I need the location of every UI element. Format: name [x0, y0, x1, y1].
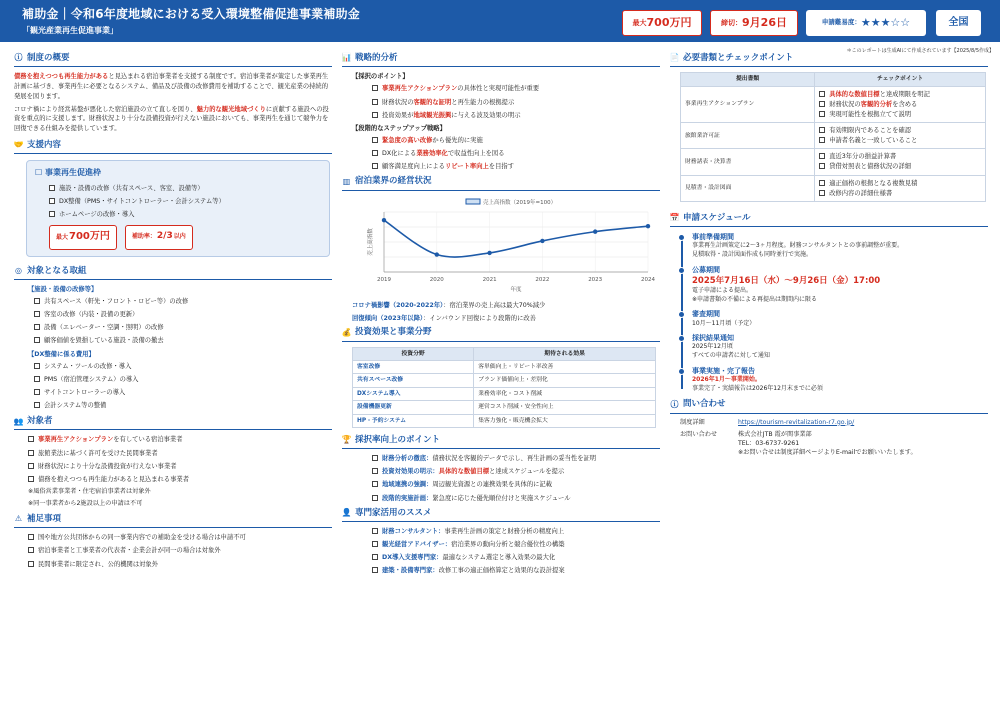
strategy-group-1: 【採択のポイント】	[352, 73, 409, 81]
list-item: 宿泊事業者と工事業者の代表者・企業会計が同一の場合は対象外	[28, 546, 332, 555]
difficulty-stars: ★★★☆☆	[860, 16, 911, 30]
list-item: DX化による業務効率化で収益性向上を図る	[372, 149, 660, 158]
money-icon: 💰	[341, 327, 352, 337]
docs-table: 提出書類 チェックポイント 事業再生アクションプラン 具体的な数値目標と達成期限を明記 財務状況の客観的分析を含める 実現可能性を根拠立てて説明 旅館業許可証 有効期限内であることを確認 申請者名義と一致していること 財務諸表・決算書 直近3年分の損益計算書 貸借対照表と債務状況の詳細 見積書・設計図面 適正価格の根拠となる複数見積 改修内容の詳細仕様書	[680, 72, 986, 202]
market-line-chart	[342, 196, 660, 296]
market-covid-note: コロナ禍影響（2020-2022年）：宿泊業界の売上高は最大70%減少	[352, 301, 546, 309]
list-item: 客室の改修（内装・設備の更新）	[34, 310, 332, 319]
data-point	[487, 250, 491, 254]
handshake-icon: 🤝	[13, 140, 24, 150]
timeline-item: 公募期間 2025年7月16日（水）〜9月26日（金）17:00 電子申請による提出。 ※申請書類の不備による再提出は期間内に限る	[692, 265, 988, 305]
section-contact: ⓘ 問い合わせ	[670, 398, 988, 413]
list-item: PMS（宿泊管理システム）の導入	[34, 375, 332, 384]
table-row: DXシステム導入 業務効率化・コスト削減	[353, 387, 656, 400]
table-row: 客室改修 客単価向上・リピート率改善	[353, 360, 656, 373]
list-item: DX整備（PMS・サイトコントローラー・会計システム等）	[49, 197, 321, 206]
invest-table: 投資分野 期待される効果 客室改修 客単価向上・リピート率改善 共有スペース改修 ブランド価値向上・差別化 DXシステム導入 業務効率化・コスト削減 設備機器更新 運営コスト削減・安全性向上 HP・予約システム 集客力強化・販売機会拡大	[352, 347, 656, 428]
section-market: ▥ 宿泊業界の経営状況	[342, 175, 660, 190]
data-point	[382, 218, 386, 222]
warning-icon: ⚠	[14, 514, 23, 524]
list-item: 共有スペース（軒先・フロント・ロビー等）の改修	[34, 297, 332, 306]
list-item: 財務コンサルタント：事業再生計画の策定と財務分析の精度向上	[372, 527, 660, 536]
list-item: 緊急度の高い改修から優先的に実施	[372, 136, 660, 145]
timeline-item: 事業実施・完了報告 2026年1月〜事業開始。 事業完了・実績報告は2026年12月末までに必須	[692, 366, 988, 394]
section-invest: 💰 投資効果と事業分野	[342, 326, 660, 341]
eligible-note: ※風俗営業事業者・住宅宿泊事業者は対象外	[28, 487, 151, 495]
list-item: 観光経営アドバイザー：宿泊業界の動向分析と競合優位性の構築	[372, 540, 660, 549]
table-row: 旅館業許可証 有効期限内であることを確認 申請者名義と一致していること	[681, 123, 986, 149]
section-support: 🤝 支援内容	[14, 139, 332, 154]
section-eligible: 👥 対象者	[14, 415, 332, 430]
targets-group-2: 【DX整備に係る費用】	[28, 350, 95, 358]
eligible-note: ※同一事業者から2施設以上の申請は不可	[28, 499, 143, 507]
column-right	[670, 52, 988, 458]
column-left	[14, 52, 332, 573]
timeline-item: 審査期間 10月〜11月頃（予定）	[692, 309, 988, 328]
data-point	[646, 224, 650, 228]
table-row: 設備機器更新 運営コスト削減・安全性向上	[353, 401, 656, 414]
max-amount-badge: 最大 700万円	[622, 10, 702, 36]
list-item: 事業再生アクションプランの具体性と実現可能性が重要	[372, 84, 660, 93]
list-item: 顧客価値を毀損している施設・設備の撤去	[34, 336, 332, 345]
section-supplementary: ⚠ 補足事項	[14, 513, 332, 528]
series-line	[384, 220, 648, 257]
column-middle	[342, 52, 660, 580]
strategy-group-2: 【段階的なステップアップ戦略】	[352, 124, 446, 132]
list-item: 財務分析の徹底：債務状況を客観的データで示し、再生計画の妥当性を証明	[372, 454, 660, 463]
list-item: 民間事業者に限定され、公的機関は対象外	[28, 560, 332, 569]
x-tick-label: 2019	[377, 276, 391, 283]
contact-url-link[interactable]: https://tourism-revitalization-r7.go.jp/	[738, 418, 855, 426]
difficulty-badge: 申請難易度： ★★★☆☆	[806, 10, 926, 36]
support-rate: 補助率： 2/3 以内	[125, 225, 193, 250]
legend-label: 売上高指数（2019年=100）	[483, 199, 557, 206]
section-schedule: 📅 申請スケジュール	[670, 212, 988, 227]
ai-note: ＊このレポートは生成AIにて作成されています【2025/8/5作成】	[846, 48, 994, 54]
info-icon: ⓘ	[670, 399, 679, 409]
list-item: 地域連携の強調：周辺観光資源との連携効果を具体的に記載	[372, 480, 660, 489]
trophy-icon: 🏆	[341, 435, 352, 445]
section-adoption: 🏆 採択率向上のポイント	[342, 434, 660, 449]
list-item: DX導入支援専門家：最適なシステム選定と導入効果の最大化	[372, 553, 660, 562]
header-bar	[0, 0, 1000, 42]
chart-icon: 📊	[341, 53, 352, 63]
list-item: 旅館業法に基づく許可を受けた民間事業者	[28, 449, 332, 458]
list-item: 事業再生アクションプランを有している宿泊事業者	[28, 435, 332, 444]
section-docs: 📄 必要書類とチェックポイント	[670, 52, 988, 67]
list-item: サイトコントローラーの導入	[34, 388, 332, 397]
support-box-title: ☐ 事業再生促進枠	[35, 168, 101, 178]
overview-p2: コロナ禍により経営基盤が悪化した宿泊施設の立て直しを図り、魅力的な観光地域づくりに貢献する施設への投資を重点的に支援します。財務状況より十分な設備投資が行えない施設においても、事業再生を通じて競争力を回復できる仕組みを提供しています。	[14, 105, 329, 133]
bar-chart-icon: ▥	[342, 176, 351, 186]
market-recovery-note: 回復傾向（2023年以降）：インバウンド回復により段階的に改善	[352, 314, 536, 322]
list-item: 債務を抱えつつも再生能力があると見込まれる事業者	[28, 475, 332, 484]
list-item: システム・ツールの改修・導入	[34, 362, 332, 371]
section-strategy: 📊 戦略的分析	[342, 52, 660, 67]
targets-group-1: 【施設・設備の改修等】	[28, 285, 98, 293]
list-item: 顧客満足度向上によるリピート率向上を目指す	[372, 162, 660, 171]
contact-block: 制度詳細 https://tourism-revitalization-r7.go.jp/ お問い合わせ 株式会社JTB 霞が関事業部 TEL：03-6737-9261 ※お問い合せは制度詳細ページよりE-mailでお願いいたします。	[670, 419, 988, 458]
x-tick-label: 2020	[429, 276, 444, 283]
x-axis-label: 年度	[510, 286, 522, 293]
list-item: 財務状況の客観的な証明と再生能力の根拠提示	[372, 98, 660, 107]
x-tick-label: 2021	[482, 276, 497, 283]
table-row: 共有スペース改修 ブランド価値向上・差別化	[353, 374, 656, 387]
list-item: 投資対効果の明示：具体的な数値目標と達成スケジュールを提示	[372, 467, 660, 476]
page-title: 補助金｜令和6年度地域における受入環境整備促進事業補助金	[22, 7, 360, 21]
expert-icon: 👤	[341, 508, 352, 518]
table-row: HP・予約システム 集客力強化・販売機会拡大	[353, 414, 656, 427]
section-experts: 👤 専門家活用のススメ	[342, 507, 660, 522]
timeline-item: 事前準備期間 事業再生計画策定に2〜3ヶ月程度。財務コンサルタントとの事前調整が重要。 見積取得・設計図面作成も同時並行で実施。	[692, 232, 988, 260]
timeline-item: 採択結果通知 2025年12月頃 すべての申請者に対して通知	[692, 333, 988, 361]
people-icon: 👥	[13, 416, 24, 426]
data-point	[435, 252, 439, 256]
section-overview: ⓘ 制度の概要	[14, 52, 332, 67]
list-item: ホームページの改修・導入	[49, 210, 321, 219]
list-item: 会計システム等の整備	[34, 401, 332, 410]
list-item: 段階的実施計画：緊急度に応じた優先順位付けと実施スケジュール	[372, 494, 660, 503]
list-item: 建築・設備専門家：改修工事の適正価格算定と効果的な設計提案	[372, 566, 660, 575]
deadline-badge: 締切： 9月26日	[710, 10, 798, 36]
table-row: 見積書・設計図面 適正価格の根拠となる複数見積 改修内容の詳細仕様書	[681, 175, 986, 201]
calendar-icon: 📅	[669, 213, 680, 223]
table-row: 財務諸表・決算書 直近3年分の損益計算書 貸借対照表と債務状況の詳細	[681, 149, 986, 175]
scope-badge: 全国	[936, 10, 981, 36]
list-item: 国や地方公共団体からの同一事業内容での補助金を受ける場合は申請不可	[28, 533, 332, 542]
x-tick-label: 2023	[588, 276, 603, 283]
section-targets: ◎ 対象となる取組	[14, 265, 332, 280]
info-icon: ⓘ	[14, 53, 23, 63]
support-box	[26, 160, 330, 256]
y-axis-label: 売上高指数	[368, 227, 374, 256]
list-item: 投資効果が地域観光振興に与える波及効果の明示	[372, 111, 660, 120]
schedule-timeline	[676, 232, 988, 393]
support-max-amount: 最大 700万円	[49, 225, 117, 250]
x-tick-label: 2022	[535, 276, 550, 283]
page-subtitle: 「観光産業再生促進事業」	[22, 26, 118, 35]
table-row: 事業再生アクションプラン 具体的な数値目標と達成期限を明記 財務状況の客観的分析を含める 実現可能性を根拠立てて説明	[681, 86, 986, 122]
document-icon: 📄	[669, 53, 680, 63]
list-item: 施設・設備の改修（共有スペース、客室、設備等）	[49, 184, 321, 193]
data-point	[593, 229, 597, 233]
overview-p1: 債務を抱えつつも再生能力があると見込まれる宿泊事業者を支援する制度です。宿泊事業者が策定した事業再生計画に基づき、事業再生に必要となるシステム、備品及び設備の改修費用を補助することで、観光産業の持続的発展を図ります。	[14, 73, 329, 100]
list-item: 財務状況により十分な設備投資が行えない事業者	[28, 462, 332, 471]
x-tick-label: 2024	[641, 276, 655, 283]
list-item: 設備（エレベーター・空調・照明）の改修	[34, 323, 332, 332]
legend-swatch	[466, 199, 480, 204]
target-icon: ◎	[15, 265, 22, 275]
data-point	[540, 238, 544, 242]
